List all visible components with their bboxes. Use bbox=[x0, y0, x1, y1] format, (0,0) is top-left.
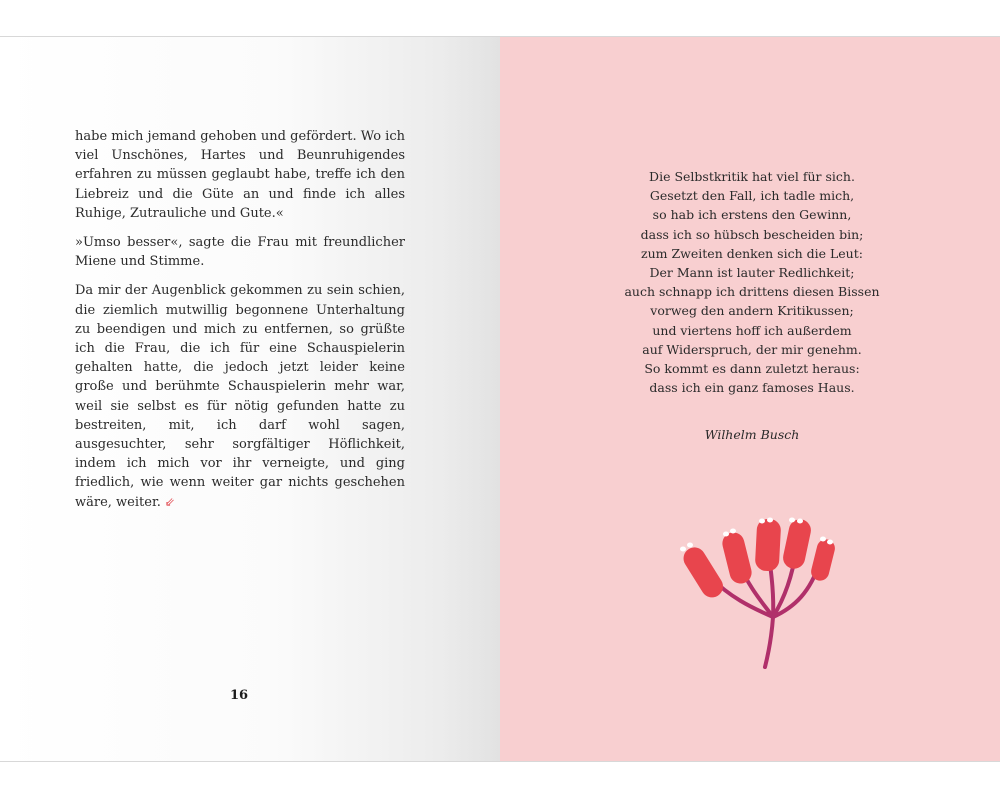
poem-line: auch schnapp ich drittens diesen Bissen bbox=[624, 284, 880, 300]
paragraph-1: habe mich jemand gehoben und gefördert. Wo ich viel Unschönes, Hartes und Beunruhigendes erfahren zu müssen geglaubt habe, treffe ich den Liebreiz und die Güte an und finde ich alles Ruhige, Zutrauliche und Gute.« bbox=[75, 129, 405, 221]
poem bbox=[500, 167, 1000, 397]
paragraph-3-text: Da mir der Augenblick gekommen zu sein schien, die ziemlich mutwillig begonnene Unterhaltung zu beendigen und mich zu entfernen, so grüßte ich die Frau, die ich für eine Schauspielerin gehalten hatte, die jedoch jetzt leider keine große und berühmte Schauspielerin mehr war, weil sie selbst es für nötig gefunden hatte zu bestreiten, mit, ich darf wohl sagen, ausgesuchter, sehr sorgfältiger Höflichkeit, indem ich mich vor ihr verneigte, und ging friedlich, wie wenn weiter gar nichts geschehen wäre, weiter. bbox=[75, 283, 405, 510]
poem-line: auf Widerspruch, der mir genehm. bbox=[642, 341, 862, 357]
poem-line: so hab ich erstens den Gewinn, bbox=[652, 207, 852, 223]
paragraph-2: »Umso besser«, sagte die Frau mit freundlicher Miene und Stimme. bbox=[75, 235, 405, 270]
book-spread bbox=[0, 36, 1000, 762]
page-number: 16 bbox=[229, 688, 249, 703]
poem-line: und viertens hoff ich außerdem bbox=[652, 322, 852, 338]
end-mark-icon: ⇙ bbox=[164, 494, 175, 509]
poem-line: vorweg den andern Kritikussen; bbox=[650, 303, 854, 319]
poem-author: Wilhelm Busch bbox=[704, 427, 800, 442]
poem-line: Der Mann ist lauter Redlichkeit; bbox=[649, 265, 855, 281]
poem-line: So kommt es dann zuletzt heraus: bbox=[644, 361, 860, 377]
paragraph-3 bbox=[75, 281, 405, 511]
body-text bbox=[75, 127, 405, 522]
poem-line: dass ich ein ganz famoses Haus. bbox=[649, 380, 855, 396]
poem-line: Gesetzt den Fall, ich tadle mich, bbox=[649, 188, 855, 204]
poem-line: Die Selbstkritik hat viel für sich. bbox=[649, 169, 855, 184]
poem-line: dass ich so hübsch bescheiden bin; bbox=[640, 226, 864, 242]
right-page bbox=[500, 37, 1000, 761]
red-flower-icon bbox=[670, 507, 850, 672]
poem-line: zum Zweiten denken sich die Leut: bbox=[641, 245, 863, 261]
left-page bbox=[0, 37, 500, 761]
